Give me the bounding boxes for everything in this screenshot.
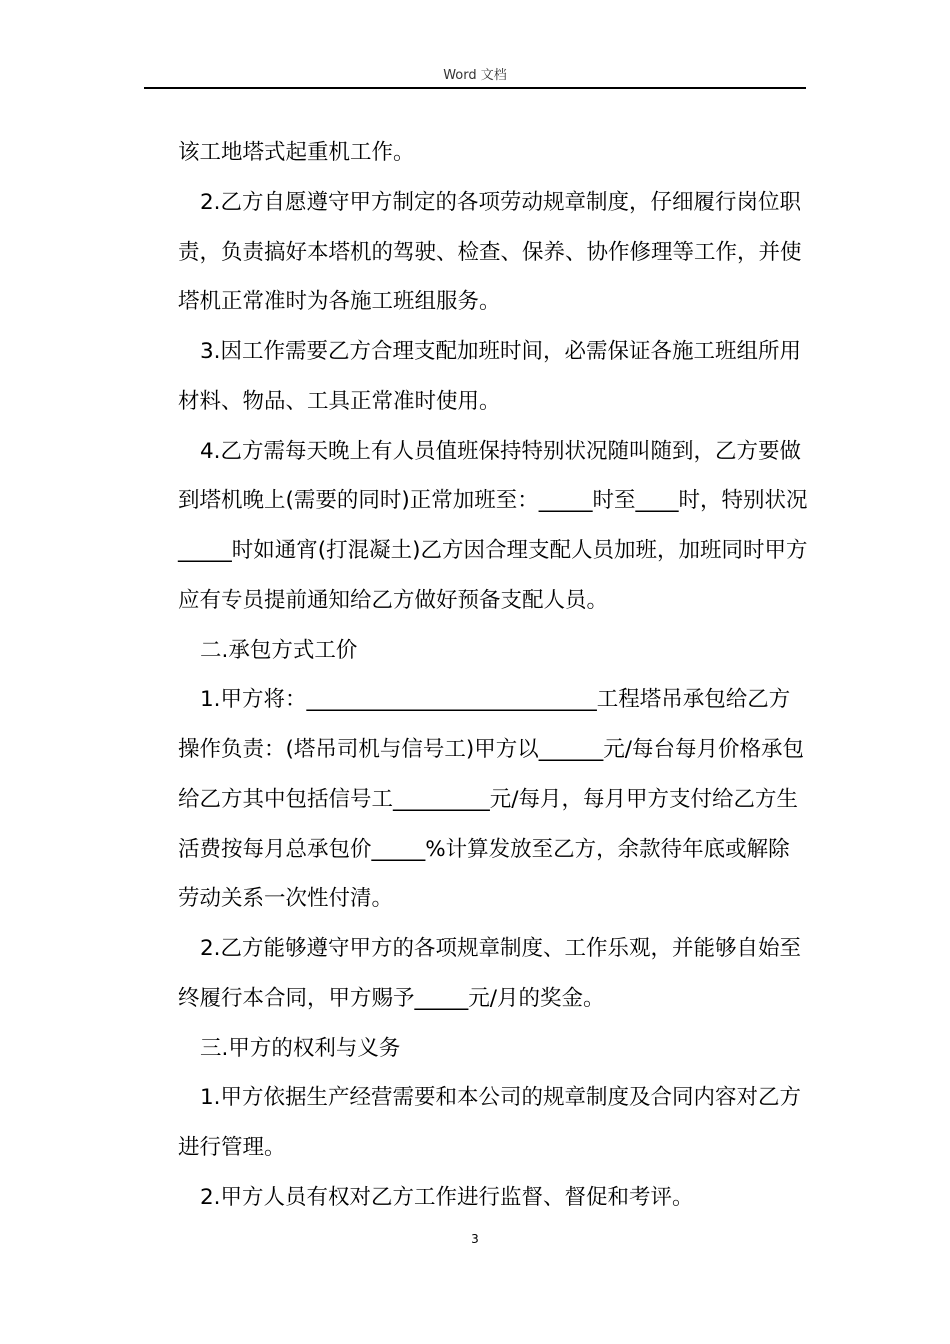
paragraph-section2-clause-1: 1.甲方将：___________________________工程塔吊承包给乙方操作负责：(塔吊司机与信号工)甲方以______元/每台每月价格承包给乙方其中包括信号工_________元/每月，每月甲方支付给乙方生活费按每月总承包价_____%计算发放至乙方，余款待年底或解除劳动关系一次性付清。 <box>178 687 805 912</box>
document-body <box>178 128 808 1223</box>
paragraph-section2-clause-2: 2.乙方能够遵守甲方的各项规章制度、工作乐观，并能够自始至终履行本合同，甲方赐予_____元/月的奖金。 <box>178 936 802 1011</box>
document-header-title: Word 文档 <box>443 68 507 83</box>
section-heading-3: 三.甲方的权利与义务 <box>200 1035 401 1061</box>
header-divider <box>144 87 806 89</box>
paragraph-clause-3: 3.因工作需要乙方合理支配加班时间，必需保证各施工班组所用材料、物品、工具正常准时使用。 <box>178 339 802 414</box>
paragraph-section3-clause-1: 1.甲方依据生产经营需要和本公司的规章制度及合同内容对乙方进行管理。 <box>178 1085 802 1160</box>
section-heading-2: 二.承包方式工价 <box>200 637 358 663</box>
paragraph-clause-2: 2.乙方自愿遵守甲方制定的各项劳动规章制度，仔细履行岗位职责，负责搞好本塔机的驾驶、检查、保养、协作修理等工作，并使塔机正常准时为各施工班组服务。 <box>178 189 802 315</box>
paragraph-clause-4: 4.乙方需每天晚上有人员值班保持特别状况随叫随到，乙方要做到塔机晚上(需要的同时)正常加班至：_____时至____时，特别状况_____时如通宵(打混凝土)乙方因合理支配人员加班，加班同时甲方应有专员提前通知给乙方做好预备支配人员。 <box>178 438 808 613</box>
paragraph-continuation: 该工地塔式起重机工作。 <box>178 140 415 165</box>
page-number: 3 <box>471 1232 479 1246</box>
paragraph-section3-clause-2: 2.甲方人员有权对乙方工作进行监督、督促和考评。 <box>200 1184 694 1210</box>
